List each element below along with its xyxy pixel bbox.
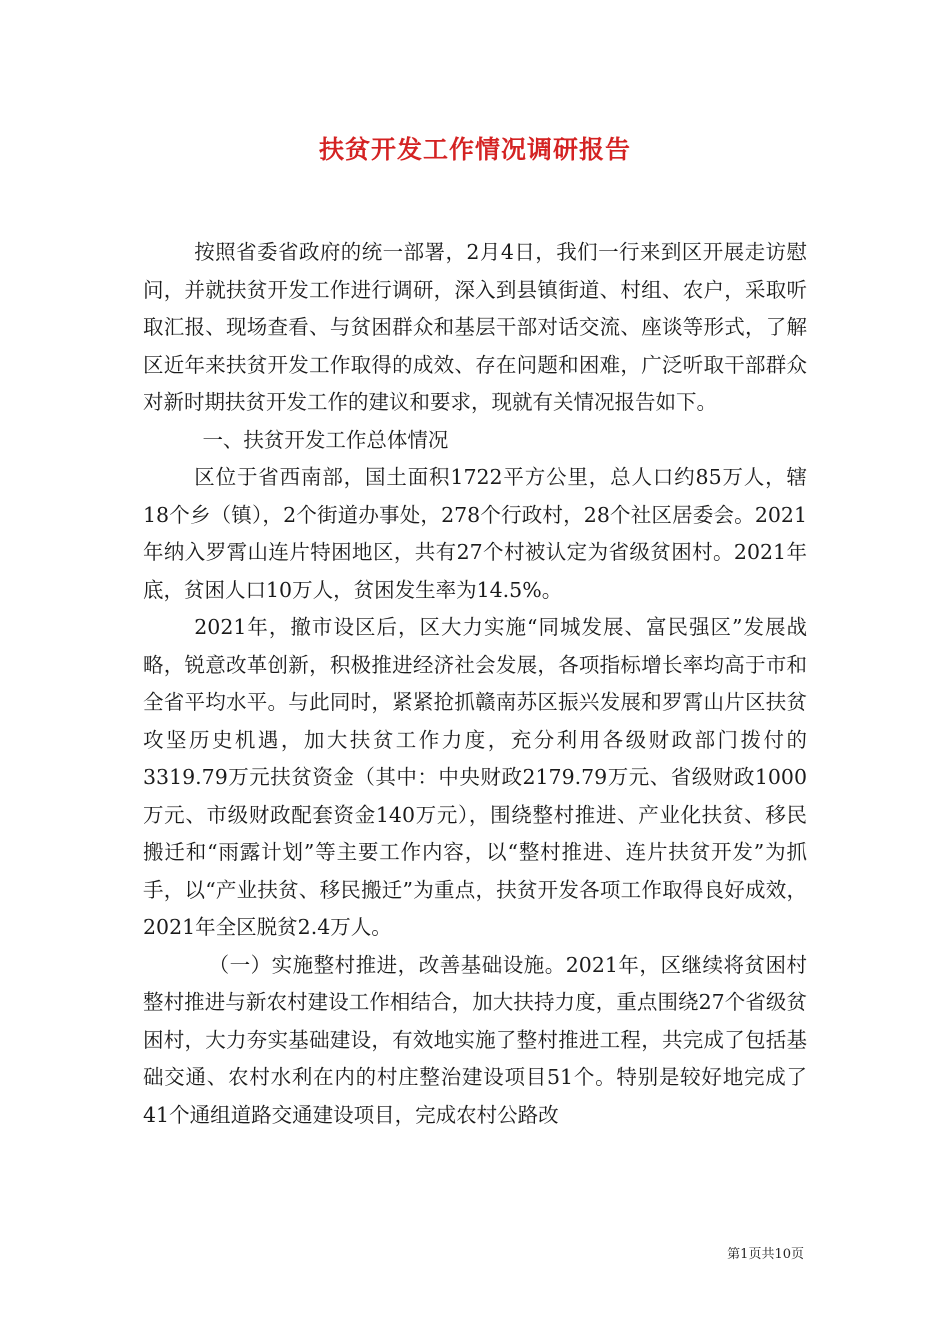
document-body (143, 234, 807, 1134)
paragraph-achievements: 2021年，撤市设区后，区大力实施“同城发展、富民强区”发展战略，锐意改革创新，积极推进经济社会发展，各项指标增长率均高于市和全省平均水平。与此同时，紧紧抢抓赣南苏区振兴发展和罗霄山片区扶贫攻坚历史机遇，加大扶贫工作力度，充分利用各级财政部门拨付的3319.79万元扶贫资金（其中：中央财政2179.79万元、省级财政1000万元、市级财政配套资金140万元），围绕整村推进、产业化扶贫、移民搬迁和“雨露计划”等主要工作内容，以“整村推进、连片扶贫开发”为抓手，以“产业扶贫、移民搬迁”为重点，扶贫开发各项工作取得良好成效，2021年全区脱贫2.4万人。 (143, 615, 807, 939)
paragraph-intro: 按照省委省政府的统一部署，2月4日，我们一行来到区开展走访慰问，并就扶贫开发工作进行调研，深入到县镇街道、村组、农户，采取听取汇报、现场查看、与贫困群众和基层干部对话交流、座谈等形式，了解区近年来扶贫开发工作取得的成效、存在问题和困难，广泛听取干部群众对新时期扶贫开发工作的建议和要求，现就有关情况报告如下。 (143, 240, 807, 414)
document-title: 扶贫开发工作情况调研报告 (318, 135, 631, 164)
paragraph-subsection-1: （一）实施整村推进，改善基础设施。2021年，区继续将贫困村整村推进与新农村建设工作相结合，加大扶持力度，重点围绕27个省级贫困村，大力夯实基础建设，有效地实施了整村推进工程，共完成了包括基础交通、农村水利在内的村庄整治建设项目51个。特别是较好地完成了41个通组道路交通建设项目，完成农村公路改 (143, 952, 807, 1127)
page-number: 第1页共10页 (727, 1247, 804, 1262)
section-heading: 一、扶贫开发工作总体情况 (202, 427, 449, 452)
paragraph-overview: 区位于省西南部，国土面积1722平方公里，总人口约85万人，辖18个乡（镇），2个街道办事处，278个行政村，28个社区居委会。2021年纳入罗霄山连片特困地区，共有27个村被认定为省级贫困村。2021年底，贫困人口10万人，贫困发生率为14.5%。 (143, 465, 807, 602)
